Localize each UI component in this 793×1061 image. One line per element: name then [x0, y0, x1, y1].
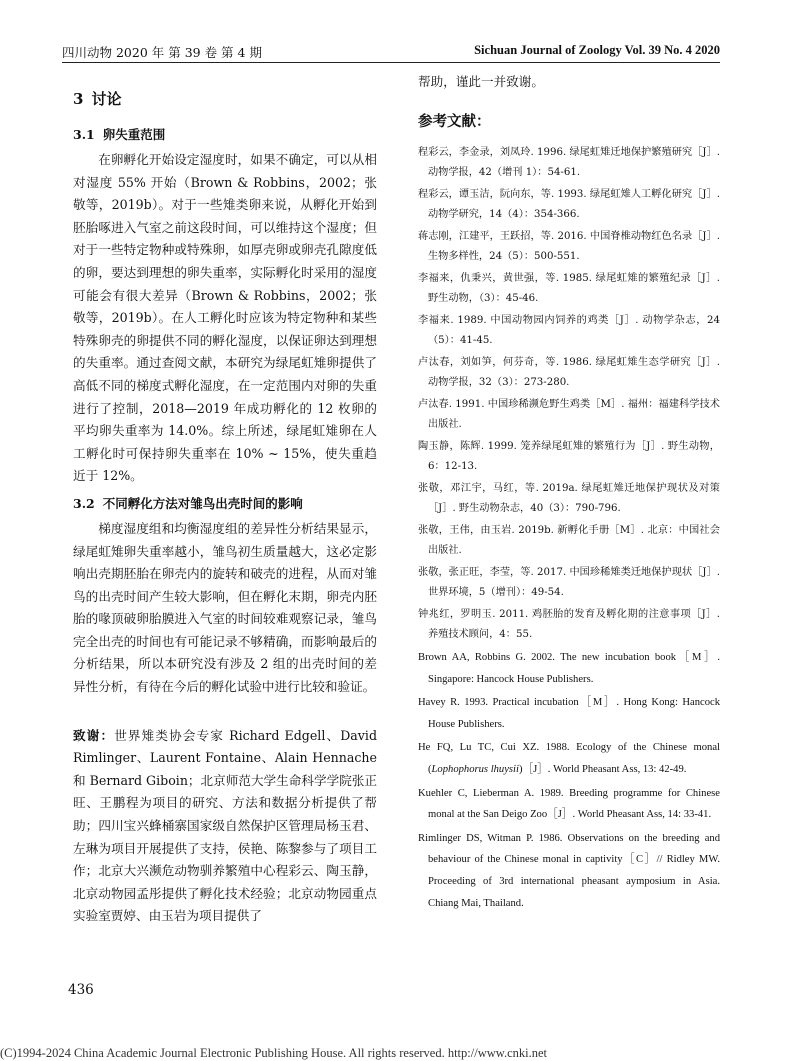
reference-item: 李福来，仇秉兴，黄世强，等. 1985. 绿尾虹雉的繁殖纪录［J］. 野生动物，（3）：45-46. — [418, 273, 720, 304]
ack-continuation: 帮助，谨此一并致谢。 — [418, 74, 544, 89]
reference-item: 卢汰春. 1991. 中国珍稀濒危野生鸡类［M］. 福州：福建科学技术出版社. — [418, 399, 720, 430]
species-name: Lophophorus lhuysii — [431, 763, 519, 775]
subsection-title: 不同孵化方法对雏鸟出壳时间的影响 — [102, 495, 303, 511]
left-column — [73, 88, 377, 928]
reference-item: 程彩云，李金录，刘凤玲. 1996. 绿尾虹雉迁地保护繁殖研究［J］. 动物学报，42（增刊 1）：54-61. — [418, 147, 720, 178]
copyright-footer: (C)1994-2024 China Academic Journal Electronic Publishing House. All rights reserved. http://www.cnki.net — [0, 1046, 548, 1060]
reference-item — [418, 692, 720, 735]
reference-text: Havey R. 1993. Practical incubation［M］. Hong Kong: Hancock House Publishers. — [418, 697, 720, 730]
references-english — [418, 647, 720, 914]
reference-item — [418, 647, 720, 690]
reference-item: 张敬，邓江宇，马红，等. 2019a. 绿尾虹雉迁地保护现状及对策［J］. 野生动物杂志，40（3）：790-796. — [418, 483, 720, 514]
reference-item — [418, 783, 720, 826]
reference-item: 卢汰春，刘如笋，何芬奇，等. 1986. 绿尾虹雉生态学研究［J］. 动物学报，32（3）：273-280. — [418, 357, 720, 388]
subsection-heading-2 — [73, 494, 377, 512]
reference-text: Kuehler C, Lieberman A. 1989. Breeding programme for Chinese monal at the San Deigo Zoo［J］. World Pheasant Ass, 14: 33-41. — [418, 787, 720, 821]
subsection-heading-1 — [73, 125, 377, 143]
header-rule — [62, 62, 720, 63]
references-heading: 参考文献： — [418, 113, 491, 130]
running-header-left: 四川动物 2020 年 第 39 卷 第 4 期 — [62, 45, 262, 60]
reference-item: 程彩云，谭玉洁，阮向东，等. 1993. 绿尾虹雉人工孵化研究［J］. 动物学研究，14（4）：354-366. — [418, 189, 720, 220]
section-title: 讨论 — [91, 90, 122, 108]
reference-item: 蒋志刚，江建平，王跃招，等. 2016. 中国脊椎动物红色名录［J］. 生物多样性，24（5）：500-551. — [418, 231, 720, 262]
page-number: 436 — [68, 982, 94, 998]
reference-text: )［J］. World Pheasant Ass, 13: 42-49. — [518, 763, 687, 775]
subsection-number: 3.2 — [73, 495, 95, 511]
reference-item: 李福来. 1989. 中国动物园内饲养的鸡类［J］. 动物学杂志，24（5）：41-45. — [418, 315, 720, 346]
acknowledgements — [73, 725, 377, 928]
reference-item: 钟兆红，罗明玉. 2011. 鸡胚胎的发育及孵化期的注意事项［J］. 养殖技术顾问，4：55. — [418, 609, 720, 640]
reference-item: 张敬，王伟，由玉岩. 2019b. 新孵化手册［M］. 北京：中国社会出版社. — [418, 525, 720, 556]
reference-text: Rimlinger DS, Witman P. 1986. Observations on the breeding and behaviour of the Chinese monal in captivity［C］// Ridley MW. Proceeding of 3rd international pheasant aymposium in Asia. Chiang Mai, Thailand. — [418, 832, 720, 909]
running-header-right: Sichuan Journal of Zoology Vol. 39 No. 4 2020 — [474, 43, 720, 57]
reference-item: 陶玉静，陈辉. 1999. 笼养绿尾虹雉的繁殖行为［J］. 野生动物，6：12-13. — [418, 441, 720, 472]
right-column — [418, 72, 720, 916]
ack-label: 致谢： — [73, 727, 115, 743]
reference-item — [418, 737, 720, 780]
section-heading — [73, 88, 377, 109]
reference-text: He FQ, Lu TC, Cui XZ. 1988. Ecology of the Chinese monal ( — [418, 742, 720, 775]
references-chinese — [418, 143, 720, 645]
reference-item — [418, 828, 720, 914]
body-paragraph: 梯度湿度组和均衡湿度组的差异性分析结果显示，绿尾虹雉卵失重率越小，雏鸟初生质量越大，这必定影响出壳期胚胎在卵壳内的旋转和破壳的进程，从而对雏鸟的出壳时间产生较大影响，但在孵化末期，卵壳内胚胎的喙顶破卵胎膜进入气室的时间较难观察记录，雏鸟完全出壳的时间也有可能记录不够精确，而影响最后的分析结果，所以本研究没有涉及 2 组的出壳时间的差异性分析，有待在今后的孵化试验中进行比较和验证。 — [73, 520, 377, 695]
reference-text: Brown AA, Robbins G. 2002. The new incubation book［M］. Singapore: Hancock House Publishers. — [418, 652, 720, 685]
subsection-title: 卵失重范围 — [102, 127, 166, 142]
subsection-number: 3.1 — [73, 127, 95, 142]
reference-item: 张敬，张正旺，李莹，等. 2017. 中国珍稀雉类迁地保护现状［J］. 世界环境，5（增刊）：49-54. — [418, 567, 720, 598]
body-paragraph: 在卵孵化开始设定湿度时，如果不确定，可以从相对湿度 55% 开始（Brown & Robbins，2002；张敬等，2019b）。对于一些雉类卵来说，从孵化开始到胚胎啄进入气室之前这段时间，可以维持这个湿度；但对于一些特定物种或特殊卵，如厚壳卵或卵壳孔隙度低的卵，要达到理想的卵失重率，实际孵化时采用的湿度可能会有很大差异（Brown & Robbins，2002；张敬等，2019b）。在人工孵化时应该为特定物种和某些特殊卵壳的卵提供不同的孵化湿度，以保证卵达到理想的失重率。通过查阅文献，本研究为绿尾虹雉卵提供了高低不同的梯度式孵化湿度，在一定范围内对卵的失重进行了控制，2018—2019 年成功孵化的 12 枚卵的平均卵失重率为 14.0%。综上所述，绿尾虹雉卵在人工孵化时可保持卵失重率在 10% ~ 15%，使失重趋近于 12%。 — [73, 152, 377, 484]
section-number: 3 — [73, 90, 84, 108]
ack-text: 世界雉类协会专家 Richard Edgell、David Rimlinger、Laurent Fontaine、Alain Hennache 和 Bernard Giboin；北京师范大学生命科学学院张正旺、王鹏程为项目的研究、方法和数据分析提供了帮助；四川宝兴蜂桶寨国家级自然保护区管理局杨玉君、左琳为项目开展提供了支持，侯艳、陈黎参与了项目工作；北京大兴濒危动物驯养繁殖中心程彩云、陶玉静，北京动物园孟彤提供了孵化技术经验；北京动物园重点实验室贾婷、由玉岩为项目提供了 — [73, 727, 378, 924]
